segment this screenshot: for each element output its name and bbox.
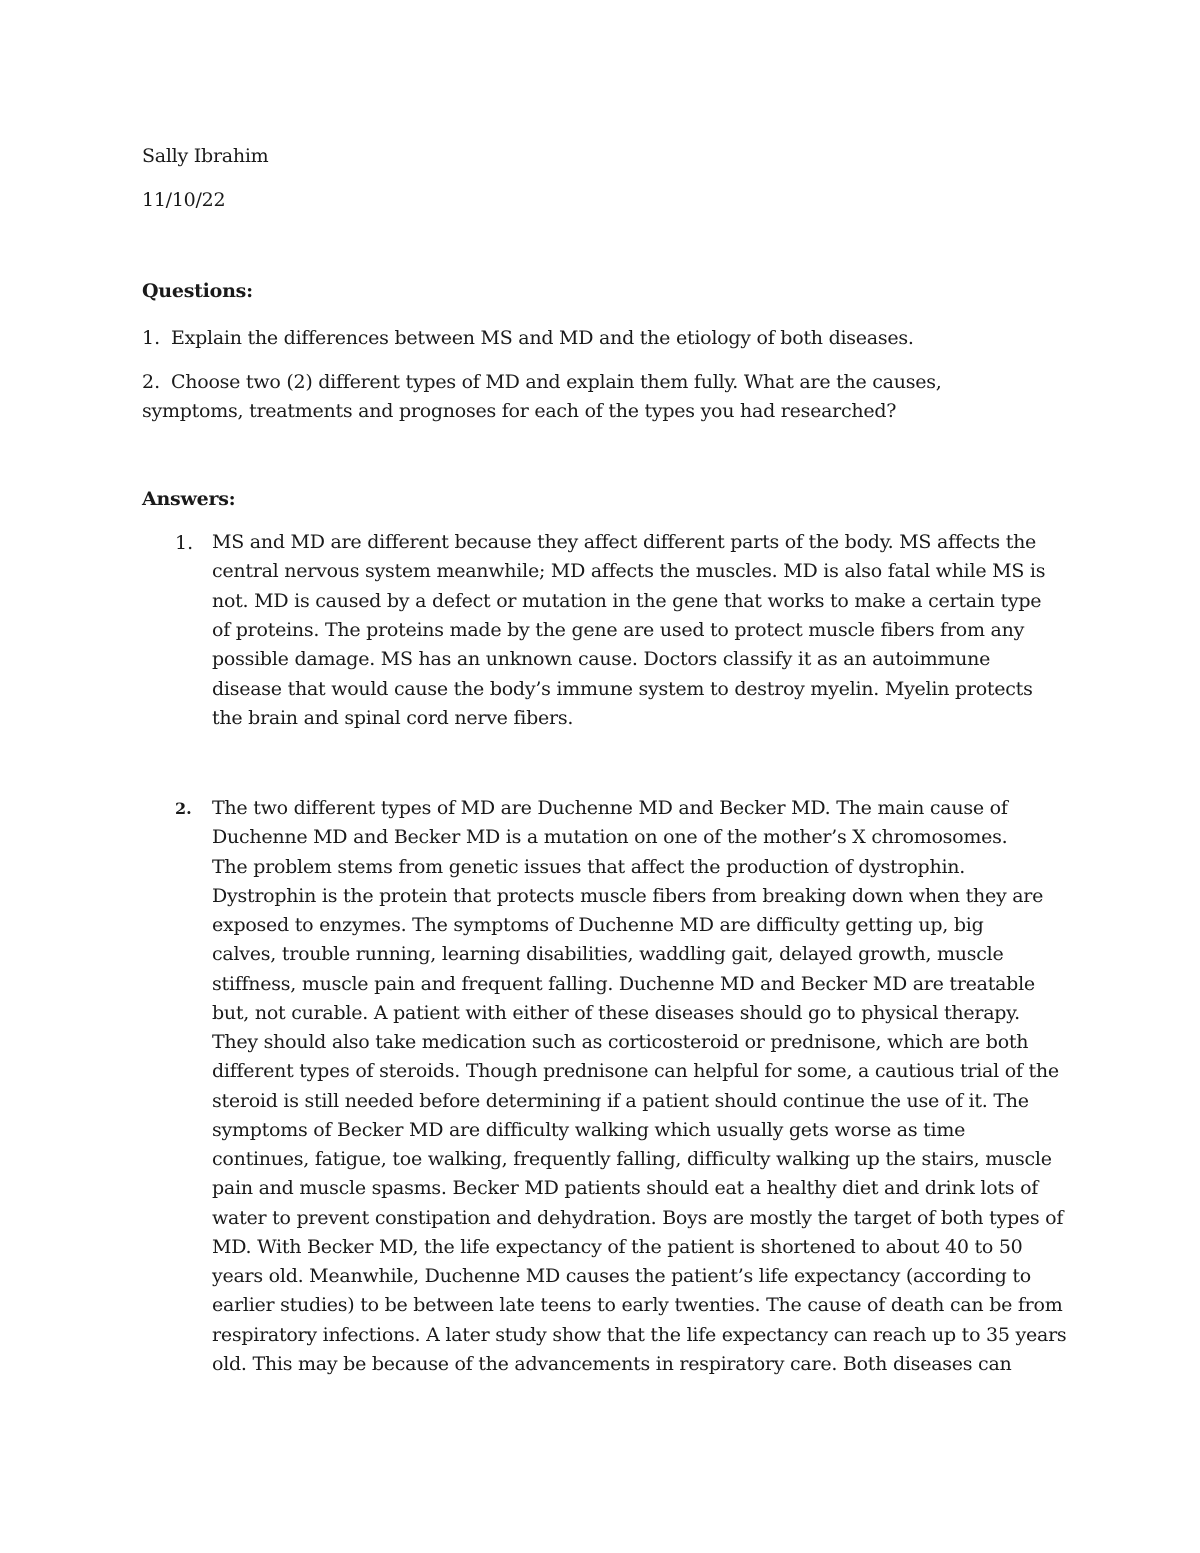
answer-2-line: exposed to enzymes. The symptoms of Duchenne MD are difficulty getting up, big — [212, 914, 984, 936]
answer-1-line: of proteins. The proteins made by the gene are used to protect muscle fibers from any — [212, 618, 1025, 641]
answer-1-line: possible damage. MS has an unknown cause. Doctors classify it as an autoimmune — [212, 648, 991, 671]
answers-heading: Answers: — [142, 488, 236, 510]
answer-2-line: Dystrophin is the protein that protects muscle fibers from breaking down when they are — [212, 884, 1044, 907]
answer-2-line: pain and muscle spasms. Becker MD patients should eat a healthy diet and drink lots of — [212, 1177, 1039, 1200]
answer-2-line: symptoms of Becker MD are difficulty walking which usually gets worse as time — [212, 1118, 966, 1141]
answer-2-line: They should also take medication such as corticosteroid or prednisone, which are both — [212, 1031, 1029, 1053]
answer-1-number: 1. — [175, 532, 194, 554]
answer-1-line: MS and MD are different because they affect different parts of the body. MS affects the — [212, 531, 1037, 553]
question-1-number: 1. — [142, 327, 161, 349]
questions-heading: Questions: — [142, 280, 253, 302]
question-1-text: Explain the differences between MS and MD and the etiology of both diseases. — [171, 327, 914, 349]
answer-2-line: different types of steroids. Though prednisone can helpful for some, a cautious trial of the — [212, 1060, 1059, 1083]
answer-2-line: water to prevent constipation and dehydration. Boys are mostly the target of both types of — [212, 1206, 1064, 1229]
answer-2-line: stiffness, muscle pain and frequent falling. Duchenne MD and Becker MD are treatable — [212, 972, 1035, 995]
answer-2-line: MD. With Becker MD, the life expectancy of the patient is shortened to about 40 to 50 — [212, 1235, 1023, 1258]
answer-2-line: steroid is still needed before determining if a patient should continue the use of it. The — [212, 1089, 1029, 1112]
answer-2-line: calves, trouble running, learning disabilities, waddling gait, delayed growth, muscle — [212, 943, 1004, 966]
answer-2-line: but, not curable. A patient with either of these diseases should go to physical therapy. — [212, 1001, 1020, 1024]
answer-2-line: The two different types of MD are Duchenne MD and Becker MD. The main cause of — [212, 797, 1008, 819]
answer-2-line: respiratory infections. A later study show that the life expectancy can reach up to 35 years — [212, 1323, 1067, 1346]
answer-1-line: central nervous system meanwhile; MD affects the muscles. MD is also fatal while MS is — [212, 560, 1046, 583]
answer-2-line: old. This may be because of the advancements in respiratory care. Both diseases can — [212, 1352, 1012, 1375]
answer-2-number: 2. — [175, 799, 192, 818]
question-2-number: 2. — [142, 371, 161, 393]
answer-1-line: the brain and spinal cord nerve fibers. — [212, 706, 574, 729]
question-2-text-line: symptoms, treatments and prognoses for each of the types you had researched? — [142, 400, 897, 422]
answer-2-line: earlier studies) to be between late teens to early twenties. The cause of death can be from — [212, 1294, 1063, 1317]
answer-1-line: disease that would cause the body’s immune system to destroy myelin. Myelin protects — [212, 677, 1033, 700]
question-2-text-line: Choose two (2) different types of MD and explain them fully. What are the causes, — [171, 371, 942, 393]
author-name: Sally Ibrahim — [142, 145, 269, 167]
answer-2-line: The problem stems from genetic issues that affect the production of dystrophin. — [212, 855, 966, 878]
document-date: 11/10/22 — [142, 189, 226, 211]
answer-2-line: Duchenne MD and Becker MD is a mutation on one of the mother’s X chromosomes. — [212, 826, 1008, 849]
answer-2-line: continues, fatigue, toe walking, frequently falling, difficulty walking up the stairs, muscle — [212, 1148, 1052, 1170]
answer-1-line: not. MD is caused by a defect or mutation in the gene that works to make a certain type — [212, 589, 1042, 612]
answer-2-line: years old. Meanwhile, Duchenne MD causes the patient’s life expectancy (according to — [212, 1265, 1031, 1287]
